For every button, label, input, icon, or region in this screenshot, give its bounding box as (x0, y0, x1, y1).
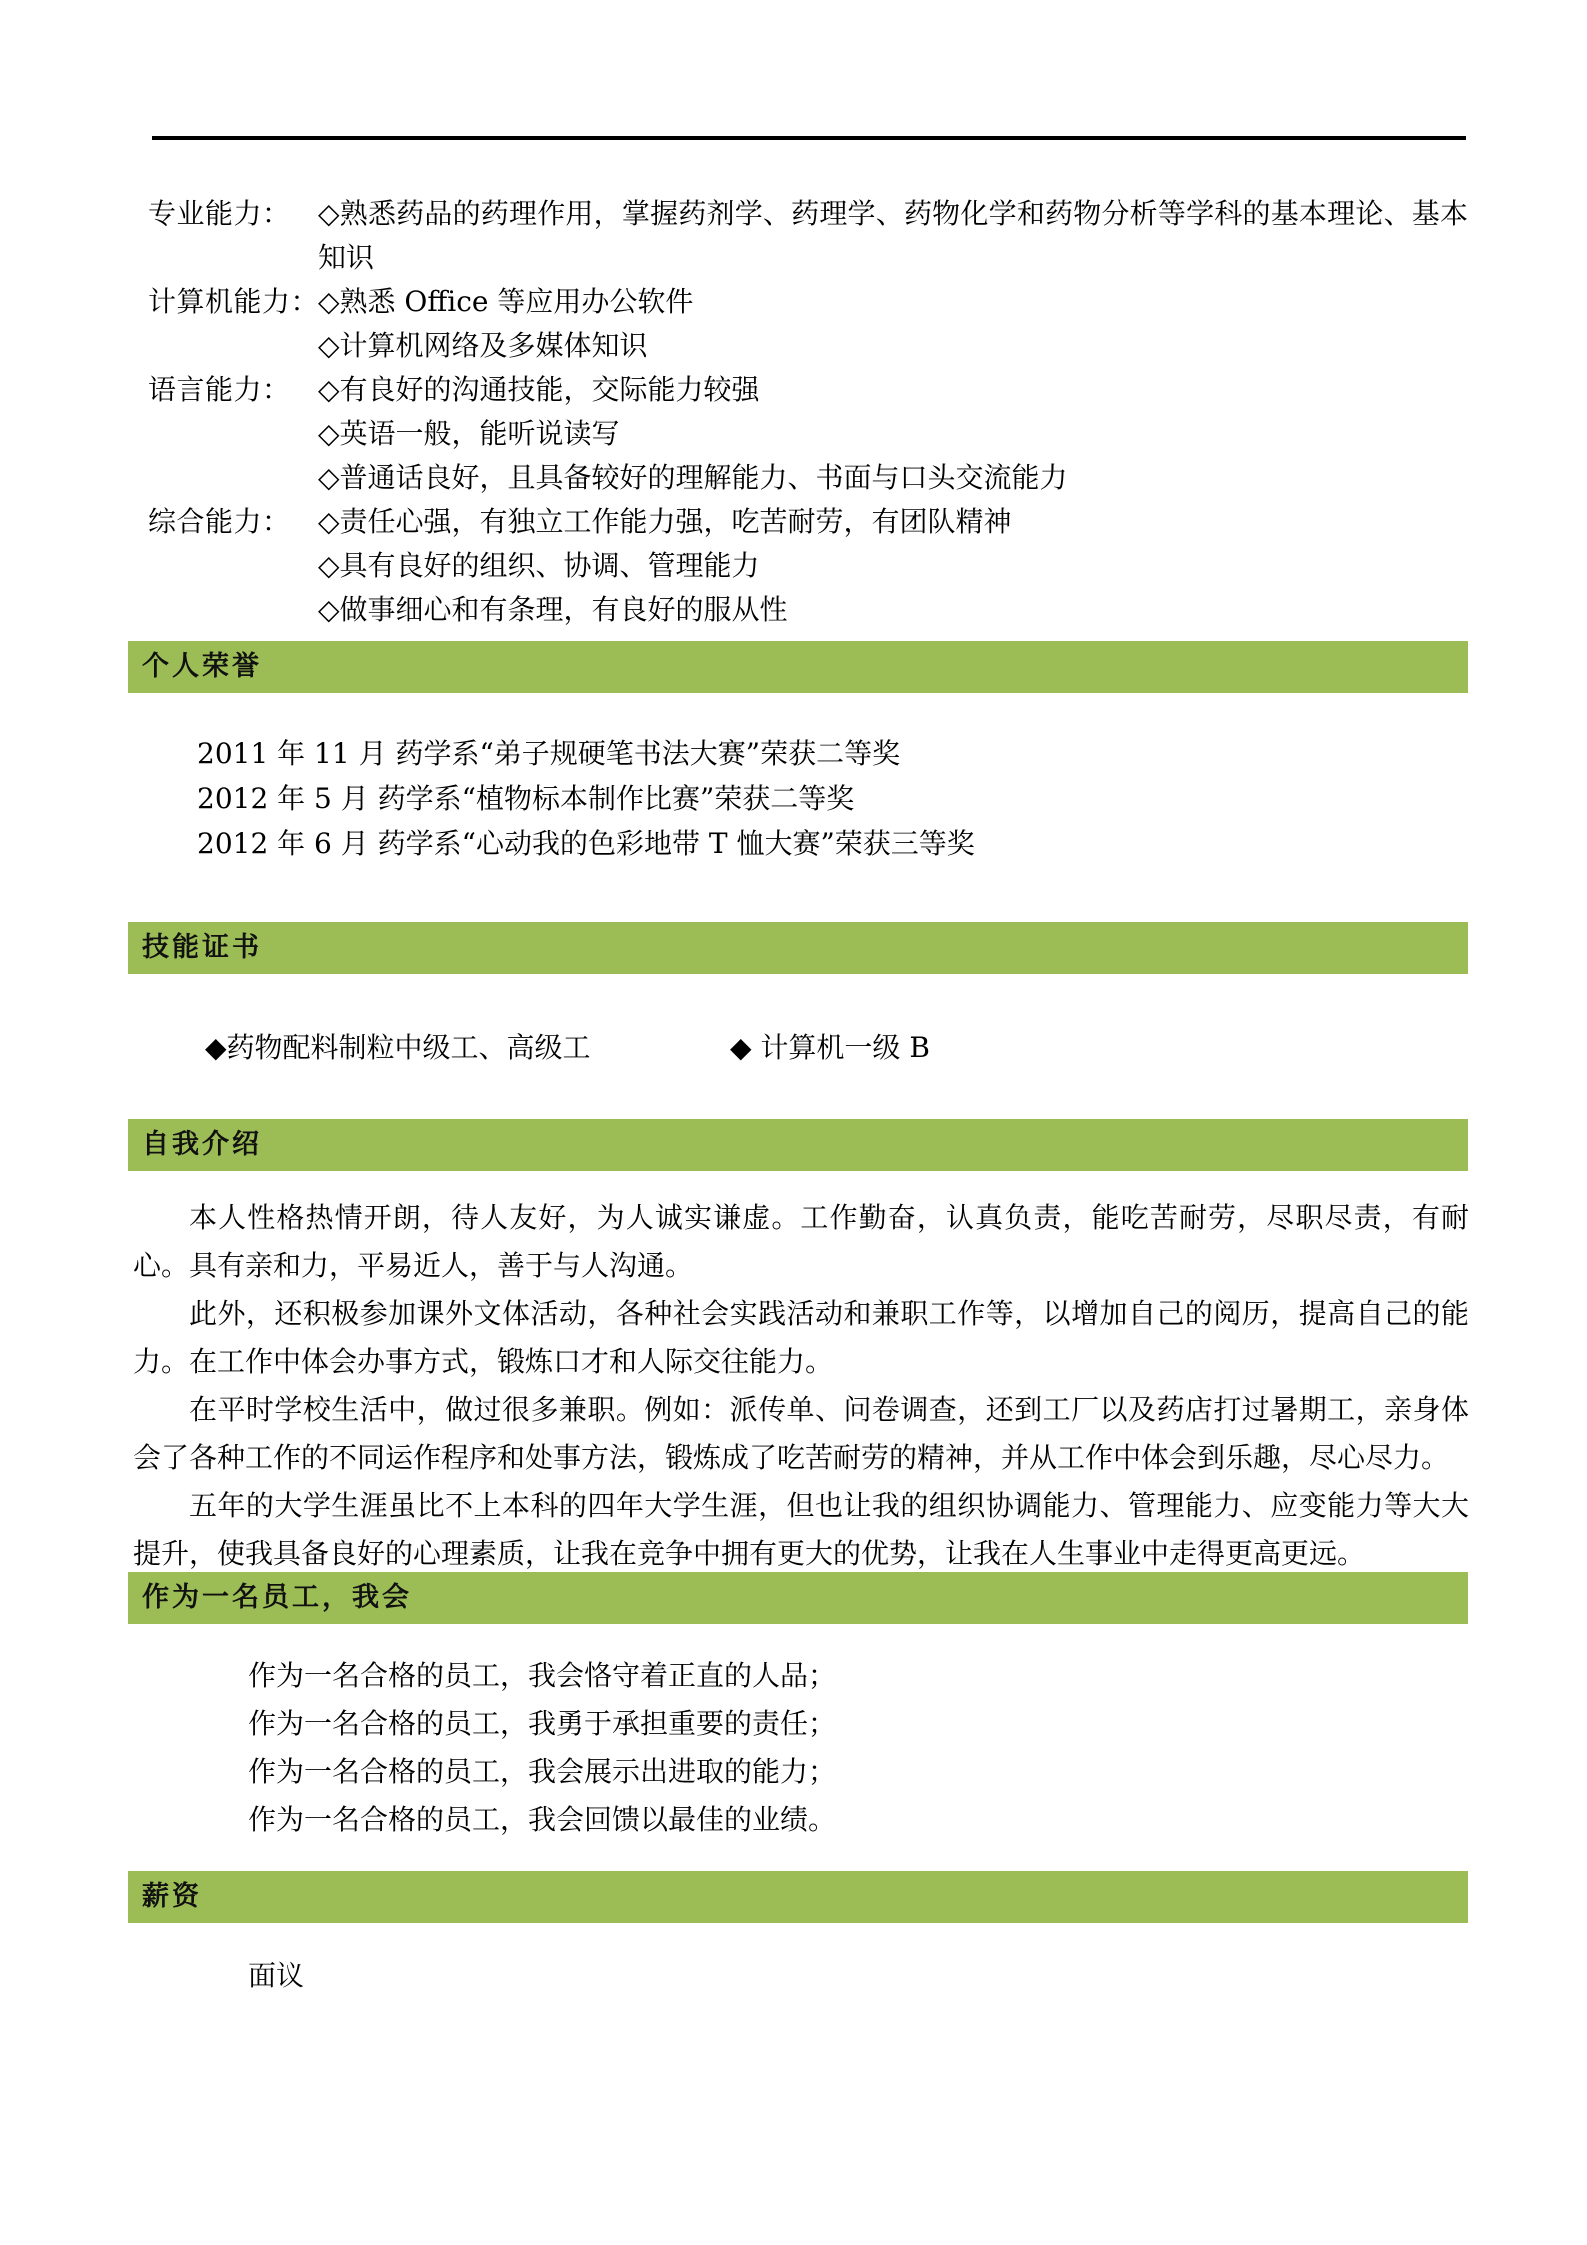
skill-row-computer (0, 280, 1587, 368)
paragraph: 本人性格热情开朗，待人友好，为人诚实谦虚。工作勤奋，认真负责，能吃苦耐劳，尽职尽责，有耐心。具有亲和力，平易近人，善于与人沟通。 (133, 1201, 1469, 1282)
list-item: 2012 年 6 月 药学系“心动我的色彩地带 T 恤大赛”荣获三等奖 (197, 827, 975, 860)
skill-row-professional (0, 192, 1587, 280)
skill-label-comprehensive: 综合能力： (148, 505, 291, 538)
salary-value: 面议 (248, 1959, 305, 1992)
section-header-certificates (128, 922, 1468, 974)
list-item: 作为一名合格的员工，我会回馈以最佳的业绩。 (248, 1803, 837, 1836)
list-item: ◆药物配料制粒中级工、高级工 (205, 1031, 591, 1064)
list-item: 作为一名合格的员工，我会展示出进取的能力； (248, 1755, 837, 1788)
section-title-employee-pledge: 作为一名员工，我会 (142, 1582, 412, 1613)
skill-item: ◇责任心强，有独立工作能力强，吃苦耐劳，有团队精神 (318, 505, 1012, 538)
section-header-honors (128, 641, 1468, 693)
skill-item: ◇熟悉 Office 等应用办公软件 (318, 285, 694, 318)
skill-item: ◇英语一般，能听说读写 (318, 417, 620, 450)
self-intro-body (133, 1194, 1469, 1578)
employee-pledge-list (248, 1652, 836, 1844)
certificates-list (205, 1028, 1465, 1068)
section-title-honors: 个人荣誉 (142, 651, 262, 682)
skill-item: ◇普通话良好，且具备较好的理解能力、书面与口头交流能力 (318, 461, 1068, 494)
skill-item: ◇做事细心和有条理，有良好的服从性 (318, 593, 788, 626)
section-title-certificates: 技能证书 (142, 932, 262, 963)
top-divider-rule (152, 136, 1466, 140)
section-title-salary: 薪资 (142, 1881, 202, 1912)
section-header-salary (128, 1871, 1468, 1923)
section-title-self-intro: 自我介绍 (142, 1129, 262, 1160)
section-header-self-intro (128, 1119, 1468, 1171)
list-item: 2012 年 5 月 药学系“植物标本制作比赛”荣获二等奖 (197, 782, 855, 815)
list-item: 作为一名合格的员工，我会恪守着正直的人品； (248, 1659, 837, 1692)
salary-value-wrap (248, 1953, 304, 1998)
skill-items-professional (318, 192, 1587, 280)
honors-list (197, 731, 975, 866)
certificates-row (205, 1028, 1465, 1068)
skill-label-computer: 计算机能力： (148, 285, 320, 318)
skill-label-language: 语言能力： (148, 373, 291, 406)
list-item: 2011 年 11 月 药学系“弟子规硬笔书法大赛”荣获二等奖 (197, 737, 901, 770)
skills-block (0, 192, 1587, 632)
skill-item: ◇熟悉药品的药理作用，掌握药剂学、药理学、药物化学和药物分析等学科的基本理论、基本知识 (318, 197, 1468, 274)
skill-row-language (0, 368, 1587, 500)
skill-item: ◇有良好的沟通技能，交际能力较强 (318, 373, 760, 406)
skill-items-comprehensive (318, 500, 1587, 632)
paragraph: 此外，还积极参加课外文体活动，各种社会实践活动和兼职工作等，以增加自己的阅历，提高自己的能力。在工作中体会办事方式，锻炼口才和人际交往能力。 (133, 1297, 1469, 1378)
list-item: ◆ 计算机一级 B (730, 1031, 930, 1064)
skill-row-comprehensive (0, 500, 1587, 632)
skill-label-professional: 专业能力： (148, 197, 291, 230)
paragraph: 在平时学校生活中，做过很多兼职。例如：派传单、问卷调查，还到工厂以及药店打过暑期工，亲身体会了各种工作的不同运作程序和处事方法，锻炼成了吃苦耐劳的精神，并从工作中体会到乐趣，尽心尽力。 (133, 1393, 1469, 1474)
skill-item: ◇具有良好的组织、协调、管理能力 (318, 549, 760, 582)
skill-items-computer (318, 280, 1587, 368)
skill-items-language (318, 368, 1587, 500)
section-header-employee-pledge (128, 1572, 1468, 1624)
skill-item: ◇计算机网络及多媒体知识 (318, 329, 648, 362)
list-item: 作为一名合格的员工，我勇于承担重要的责任； (248, 1707, 837, 1740)
paragraph: 五年的大学生涯虽比不上本科的四年大学生涯，但也让我的组织协调能力、管理能力、应变能力等大大提升，使我具备良好的心理素质，让我在竞争中拥有更大的优势，让我在人生事业中走得更高更远。 (133, 1489, 1469, 1570)
